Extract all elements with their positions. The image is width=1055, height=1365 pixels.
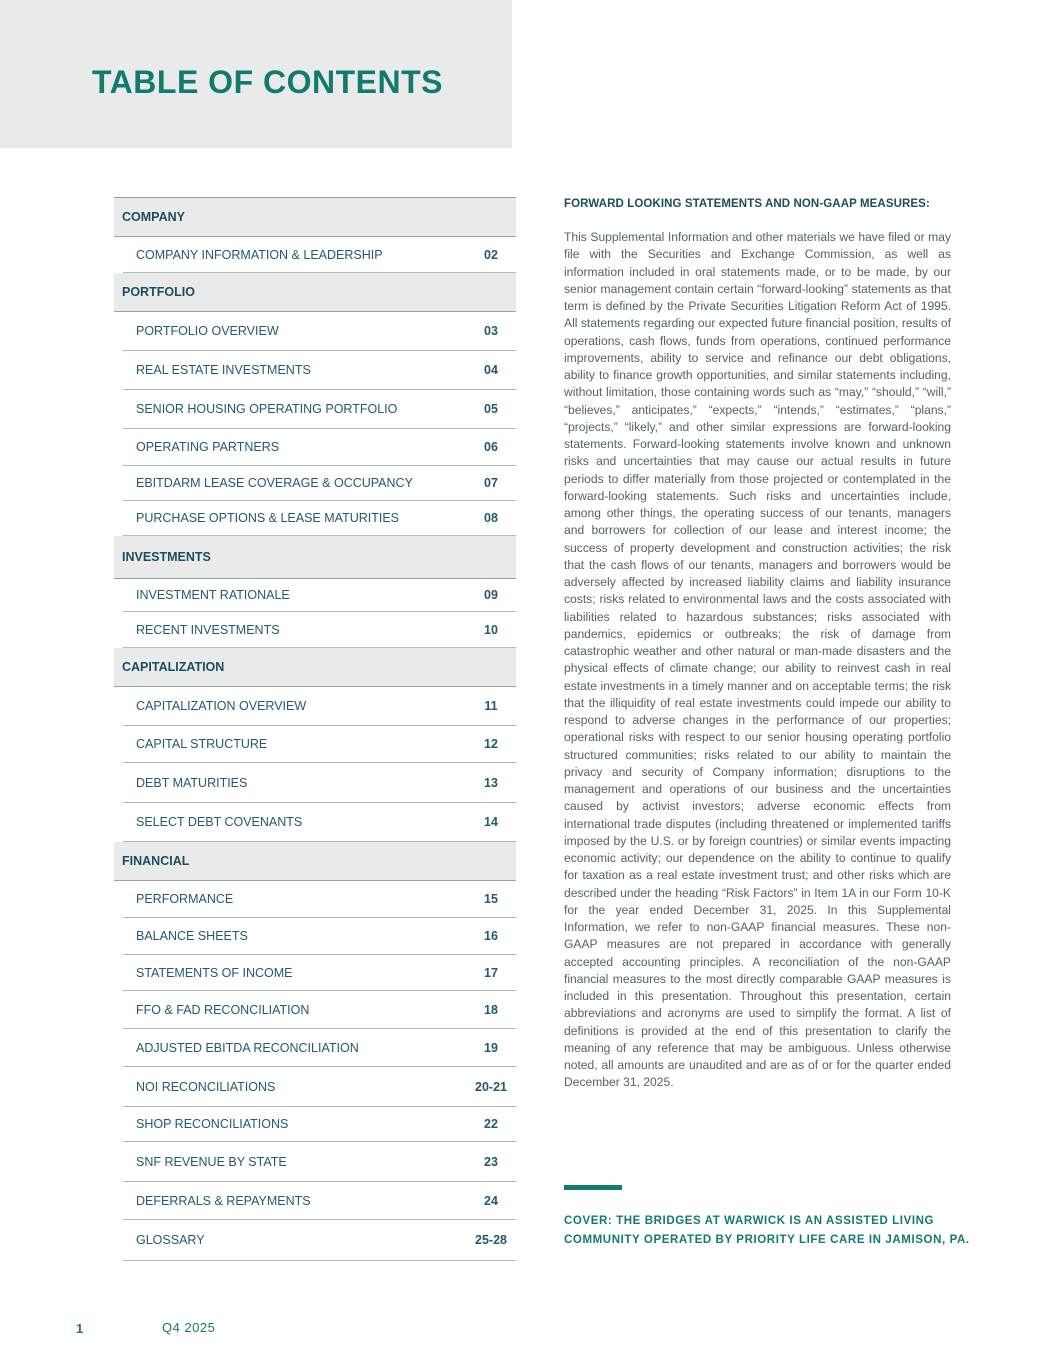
cover-caption-line-2: COMMUNITY OPERATED BY PRIORITY LIFE CARE IN JAMISON, PA. — [564, 1234, 970, 1246]
forward-looking-heading: FORWARD LOOKING STATEMENTS AND NON-GAAP MEASURES: — [564, 198, 930, 210]
toc-entry-label: DEBT MATURITIES — [136, 775, 248, 790]
toc-entry[interactable] — [123, 687, 516, 726]
toc-section-label: INVESTMENTS — [122, 550, 211, 564]
toc-entry-page-number: 19 — [484, 1040, 498, 1055]
toc-section-label: CAPITALIZATION — [122, 660, 225, 674]
toc-entry-page-number: 06 — [484, 440, 498, 454]
toc-entry[interactable] — [123, 881, 516, 918]
toc-entry-label: PERFORMANCE — [136, 892, 234, 906]
toc-section-label: FINANCIAL — [122, 854, 190, 868]
toc-entry[interactable] — [123, 466, 516, 501]
toc-entry-page-number: 09 — [484, 588, 498, 602]
toc-entry-page-number: 17 — [484, 965, 498, 980]
toc-entry-page-number: 14 — [484, 815, 498, 829]
toc-entry[interactable] — [123, 612, 516, 648]
toc-entry-label: SHOP RECONCILIATIONS — [136, 1117, 289, 1131]
cover-caption-line-1: COVER: THE BRIDGES AT WARWICK IS AN ASSISTED LIVING — [564, 1215, 935, 1227]
toc-entry-label: ADJUSTED EBITDA RECONCILIATION — [136, 1040, 359, 1055]
toc-entry-page-number: 10 — [484, 622, 498, 637]
toc-entry-label: OPERATING PARTNERS — [136, 440, 280, 454]
toc-entry-label: SENIOR HOUSING OPERATING PORTFOLIO — [136, 402, 398, 416]
toc-entry[interactable] — [123, 918, 516, 955]
toc-section-label: PORTFOLIO — [122, 285, 195, 299]
toc-entry[interactable] — [123, 1067, 516, 1107]
toc-entry-label: EBITDARM LEASE COVERAGE & OCCUPANCY — [136, 476, 413, 490]
page-title: TABLE OF CONTENTS — [92, 64, 443, 100]
toc-entry[interactable] — [123, 429, 516, 466]
toc-entry-label: FFO & FAD RECONCILIATION — [136, 1002, 310, 1017]
table-of-contents — [114, 197, 516, 1261]
toc-entry-page-number: 24 — [484, 1193, 498, 1208]
toc-entry[interactable] — [123, 1220, 516, 1261]
toc-entry[interactable] — [123, 955, 516, 991]
toc-entry[interactable] — [123, 1107, 516, 1142]
toc-entry[interactable] — [123, 1029, 516, 1067]
toc-entry[interactable] — [123, 237, 516, 273]
toc-entry-page-number: 02 — [484, 247, 498, 262]
toc-entry-page-number: 04 — [484, 363, 498, 377]
toc-entry[interactable] — [123, 351, 516, 390]
toc-entry-label: INVESTMENT RATIONALE — [136, 588, 290, 602]
toc-entry-page-number: 22 — [484, 1117, 498, 1131]
toc-entry-label: SELECT DEBT COVENANTS — [136, 815, 303, 829]
toc-entry-page-number: 23 — [484, 1154, 498, 1169]
toc-entry[interactable] — [123, 1142, 516, 1182]
toc-entry-label: PURCHASE OPTIONS & LEASE MATURITIES — [136, 511, 400, 525]
toc-section-portfolio — [114, 273, 516, 312]
accent-rule — [564, 1185, 622, 1190]
toc-section-investments — [114, 536, 516, 579]
toc-entry-label: CAPITALIZATION OVERVIEW — [136, 699, 307, 713]
toc-entry-label: GLOSSARY — [136, 1233, 205, 1247]
toc-section-financial — [114, 842, 516, 881]
toc-entry[interactable] — [123, 579, 516, 612]
toc-entry-page-number: 13 — [484, 775, 498, 790]
toc-entry-label: REAL ESTATE INVESTMENTS — [136, 363, 311, 377]
toc-entry-label: STATEMENTS OF INCOME — [136, 965, 293, 980]
toc-entry-page-number: 03 — [484, 324, 498, 338]
toc-entry-label: NOI RECONCILIATIONS — [136, 1079, 276, 1094]
toc-entry[interactable] — [123, 726, 516, 763]
toc-entry-page-number: 05 — [484, 402, 498, 416]
toc-entry-page-number: 11 — [484, 699, 498, 713]
toc-entry-page-number: 20-21 — [475, 1079, 507, 1094]
toc-entry[interactable] — [123, 763, 516, 803]
toc-entry-page-number: 15 — [484, 892, 498, 906]
toc-entry-label: BALANCE SHEETS — [136, 929, 248, 943]
toc-entry-label: DEFERRALS & REPAYMENTS — [136, 1193, 311, 1208]
toc-entry-page-number: 07 — [484, 476, 498, 490]
toc-entry-label: SNF REVENUE BY STATE — [136, 1154, 287, 1169]
toc-entry-label: RECENT INVESTMENTS — [136, 622, 280, 637]
toc-entry[interactable] — [123, 312, 516, 351]
toc-entry[interactable] — [123, 991, 516, 1029]
toc-entry[interactable] — [123, 803, 516, 842]
toc-section-label: COMPANY — [122, 210, 185, 224]
toc-entry-label: PORTFOLIO OVERVIEW — [136, 324, 279, 338]
cover-caption — [564, 1212, 1004, 1250]
toc-entry[interactable] — [123, 501, 516, 536]
toc-entry-page-number: 16 — [484, 929, 498, 943]
toc-entry[interactable] — [123, 390, 516, 429]
toc-entry-page-number: 18 — [484, 1002, 498, 1017]
toc-entry[interactable] — [123, 1182, 516, 1220]
toc-section-company — [114, 198, 516, 237]
report-period: Q4 2025 — [162, 1320, 216, 1335]
toc-entry-page-number: 08 — [484, 511, 498, 525]
toc-entry-page-number: 25-28 — [475, 1233, 507, 1247]
forward-looking-body: This Supplemental Information and other materials we have filed or may file with the Securities and Exchange Commission, as well as information included in oral statements made, or to be made, by our senior management contain certain “forward-looking” statements as that term is defined by the Private Securities Litigation Reform Act of 1995. All statements regarding our expected future financial position, results of operations, cash flows, funds from operations, continued performance improvements, ability to service and refinance our debt obligations, ability to finance growth opportunities, and similar statements including, without limitation, those containing words such as “may,” “should,” “will,” “believes,” anticipates,” “expects,” “intends,” “estimates,” “plans,” “projects,” “likely,” and other similar expressions are forward-looking statements. Forward-looking statements involve known and unknown risks and uncertainties that may cause our actual results in future periods to differ materially from those projected or contemplated in the forward-looking statements. Such risks and uncertainties include, among other things, the operating success of our tenants, managers and borrowers for collection of our lease and interest income; the success of property development and construction activities; the risk that the cash flows of our tenants, managers and borrowers would be adversely affected by increased liability claims and liability insurance costs; risks related to environmental laws and the costs associated with liabilities related to hazardous substances; risks associated with pandemics, epidemics or outbreaks; the risk of damage from catastrophic weather and other natural or man-made disasters and the physical effects of climate change; our ability to reinvest cash in real estate investments in a timely manner and on acceptable terms; the risk that the illiquidity of real estate investments could impede our ability to respond to adverse changes in the performance of our properties; operational risks with respect to our senior housing operating portfolio structured communities; risks related to our ability to maintain the privacy and security of Company information; disruptions to the management and operations of our business and the uncertainties caused by activist investors; adverse economic effects from international trade disputes (including threatened or implemented tariffs imposed by the U.S. or by foreign countries) or similar events impacting economic activity; our dependence on the ability to continue to qualify for taxation as a real estate investment trust; and other risks which are described under the heading “Risk Factors” in Item 1A in our Form 10-K for the year ended December 31, 2025. In this Supplemental Information, we refer to non-GAAP financial measures. These non-GAAP measures are not prepared in accordance with generally accepted accounting principles. A reconciliation of the non-GAAP financial measures to the most directly comparable GAAP measures is included in this presentation. Throughout this presentation, certain abbreviations and acronyms are used to simplify the format. A list of definitions is provided at the end of this presentation to clarify the meaning of any reference that may be ambiguous. Unless otherwise noted, all amounts are unaudited and are as of or for the quarter ended December 31, 2025. — [564, 230, 951, 1090]
toc-entry-label: COMPANY INFORMATION & LEADERSHIP — [136, 247, 383, 262]
toc-section-capitalization — [114, 648, 516, 687]
toc-entry-label: CAPITAL STRUCTURE — [136, 737, 268, 751]
page-number: 1 — [76, 1321, 84, 1336]
toc-entry-page-number: 12 — [484, 737, 498, 751]
